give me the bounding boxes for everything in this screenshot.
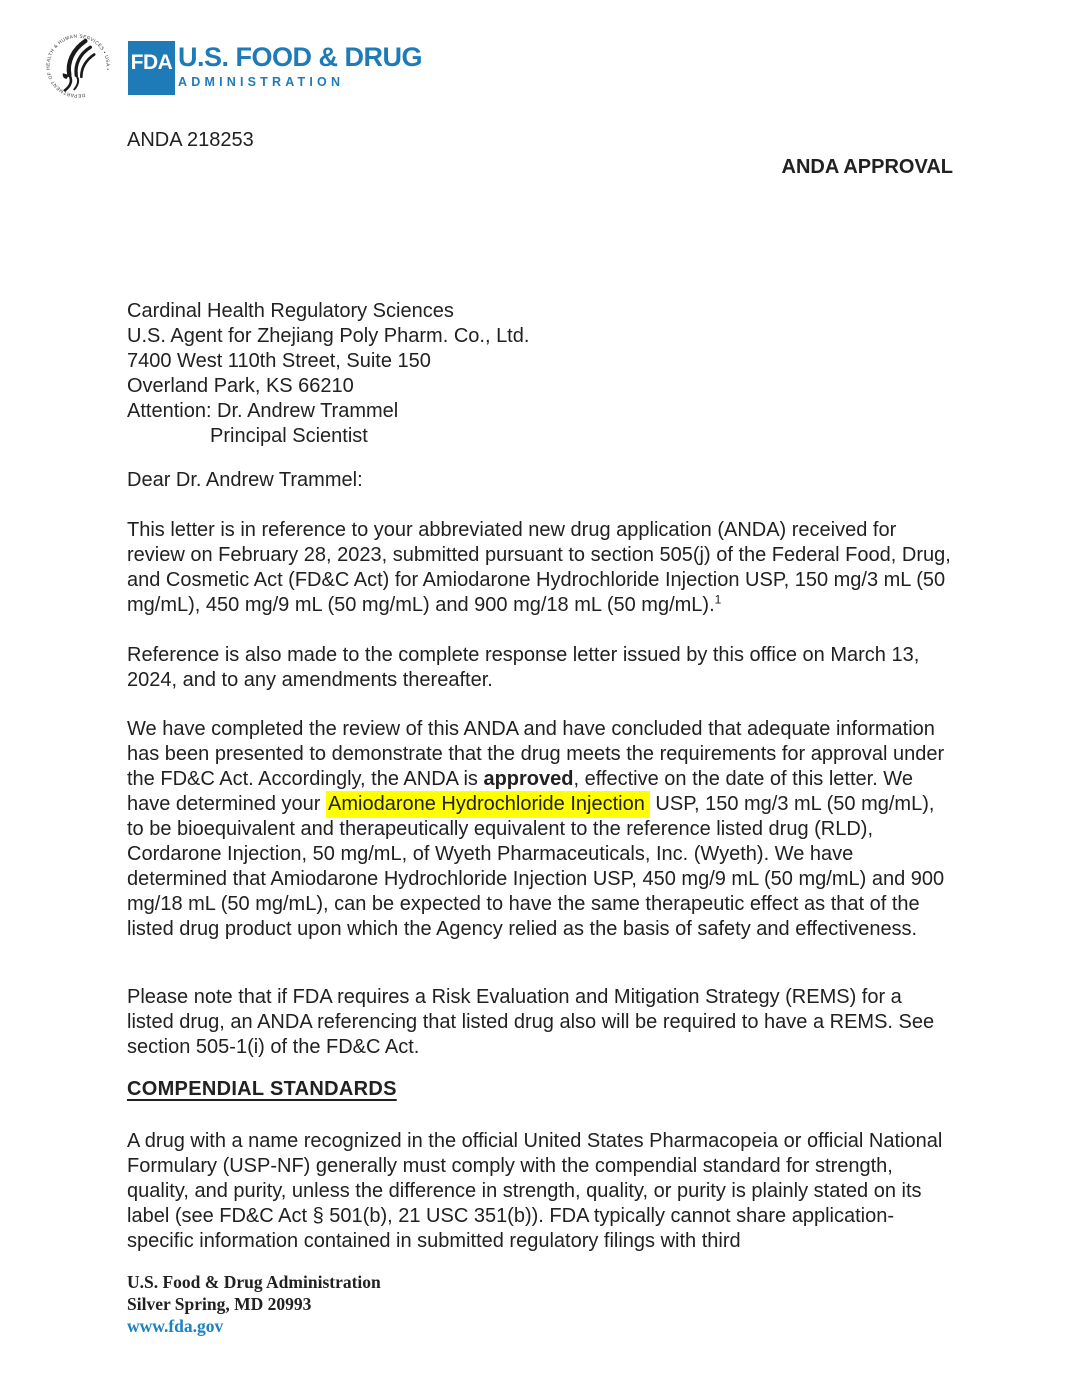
fda-acronym: FDA — [130, 51, 173, 74]
highlighted-drug-name: Amiodarone Hydrochloride Injection — [326, 791, 650, 818]
fda-website-link[interactable]: www.fda.gov — [127, 1316, 224, 1336]
p3-before-bold: We have completed the review of this ANDA and have concluded that adequate information has been presented to demonstrate that the drug meets the requirements for approval under the FD&C Act. Accordingly, the ANDA is — [127, 718, 945, 790]
fda-wordmark-subtitle: ADMINISTRATION — [178, 75, 345, 89]
recipient-company: Cardinal Health Regulatory Sciences — [127, 300, 454, 322]
fda-wordmark-title: U.S. FOOD & DRUG — [178, 42, 423, 72]
footer-org: U.S. Food & Drug Administration — [127, 1272, 381, 1292]
footnote-reference: 1 — [714, 592, 722, 607]
page-footer — [127, 1271, 953, 1337]
paragraph-reference-anda — [127, 518, 953, 618]
salutation: Dear Dr. Andrew Trammel: — [127, 469, 363, 491]
letter-type-title: ANDA APPROVAL — [781, 156, 953, 178]
paragraph-rems-note: Please note that if FDA requires a Risk Evaluation and Mitigation Strategy (REMS) for a listed drug, an ANDA referencing that listed drug also will be required to have a REMS. See section 505-1(i) of the FD&C Act. — [127, 986, 935, 1058]
paragraph-approval-determination — [127, 717, 953, 942]
hhs-seal-ring-text: DEPARTMENT OF HEALTH & HUMAN SERVICES • USA • — [46, 34, 110, 98]
section-heading-compendial-standards: COMPENDIAL STANDARDS — [127, 1078, 397, 1100]
fda-logo-square — [128, 41, 175, 95]
p3-after-bold: , effective on the date of this letter. We have determined your — [127, 768, 913, 815]
recipient-agent-line: U.S. Agent for Zhejiang Poly Pharm. Co., Ltd. — [127, 325, 530, 347]
p3-after-highlight: USP, 150 mg/3 mL (50 mg/mL), to be bioequivalent and therapeutically equivalent to the reference listed drug (RLD), Cordarone Injection, 50 mg/mL, of Wyeth Pharmaceuticals, Inc. (Wyeth). We have determined that Amiodarone Hydrochloride Injection USP, 450 mg/9 mL (50 mg/mL) and 900 mg/18 mL (50 mg/mL), can be expected to have the same therapeutic effect as that of the listed drug product upon which the Agency relied as the basis of safety and effectiveness. — [127, 793, 945, 940]
anda-number: ANDA 218253 — [127, 129, 254, 151]
recipient-address — [127, 299, 953, 449]
recipient-city: Overland Park, KS 66210 — [127, 375, 354, 397]
recipient-attention: Attention: Dr. Andrew Trammel — [127, 400, 399, 422]
header-logos — [45, 28, 465, 108]
p1-text: This letter is in reference to your abbreviated new drug application (ANDA) received for review on February 28, 2023, submitted pursuant to section 505(j) of the Federal Food, Drug, and Cosmetic Act (FD&C Act) for Amiodarone Hydrochloride Injection USP, 150 mg/3 mL (50 mg/mL), 450 mg/9 mL (50 mg/mL) and 900 mg/18 mL (50 mg/mL). — [127, 519, 951, 616]
recipient-attention-title: Principal Scientist — [210, 425, 368, 447]
hhs-seal-icon — [38, 24, 119, 108]
footer-address: Silver Spring, MD 20993 — [127, 1294, 312, 1314]
fda-wordmark — [178, 44, 422, 89]
recipient-street: 7400 West 110th Street, Suite 150 — [127, 350, 431, 372]
paragraph-compendial-standards: A drug with a name recognized in the official United States Pharmacopeia or official National Formulary (USP-NF) generally must comply with the compendial standard for strength, quality, and purity, unless the difference in strength, quality, or purity is plainly stated on its label (see FD&C Act § 501(b), 21 USC 351(b)). FDA typically cannot share application-specific information contained in submitted regulatory filings with third — [127, 1130, 943, 1252]
approved-bold-text: approved — [483, 768, 574, 790]
paragraph-complete-response: Reference is also made to the complete response letter issued by this office on March 13, 2024, and to any amendments thereafter. — [127, 644, 920, 691]
